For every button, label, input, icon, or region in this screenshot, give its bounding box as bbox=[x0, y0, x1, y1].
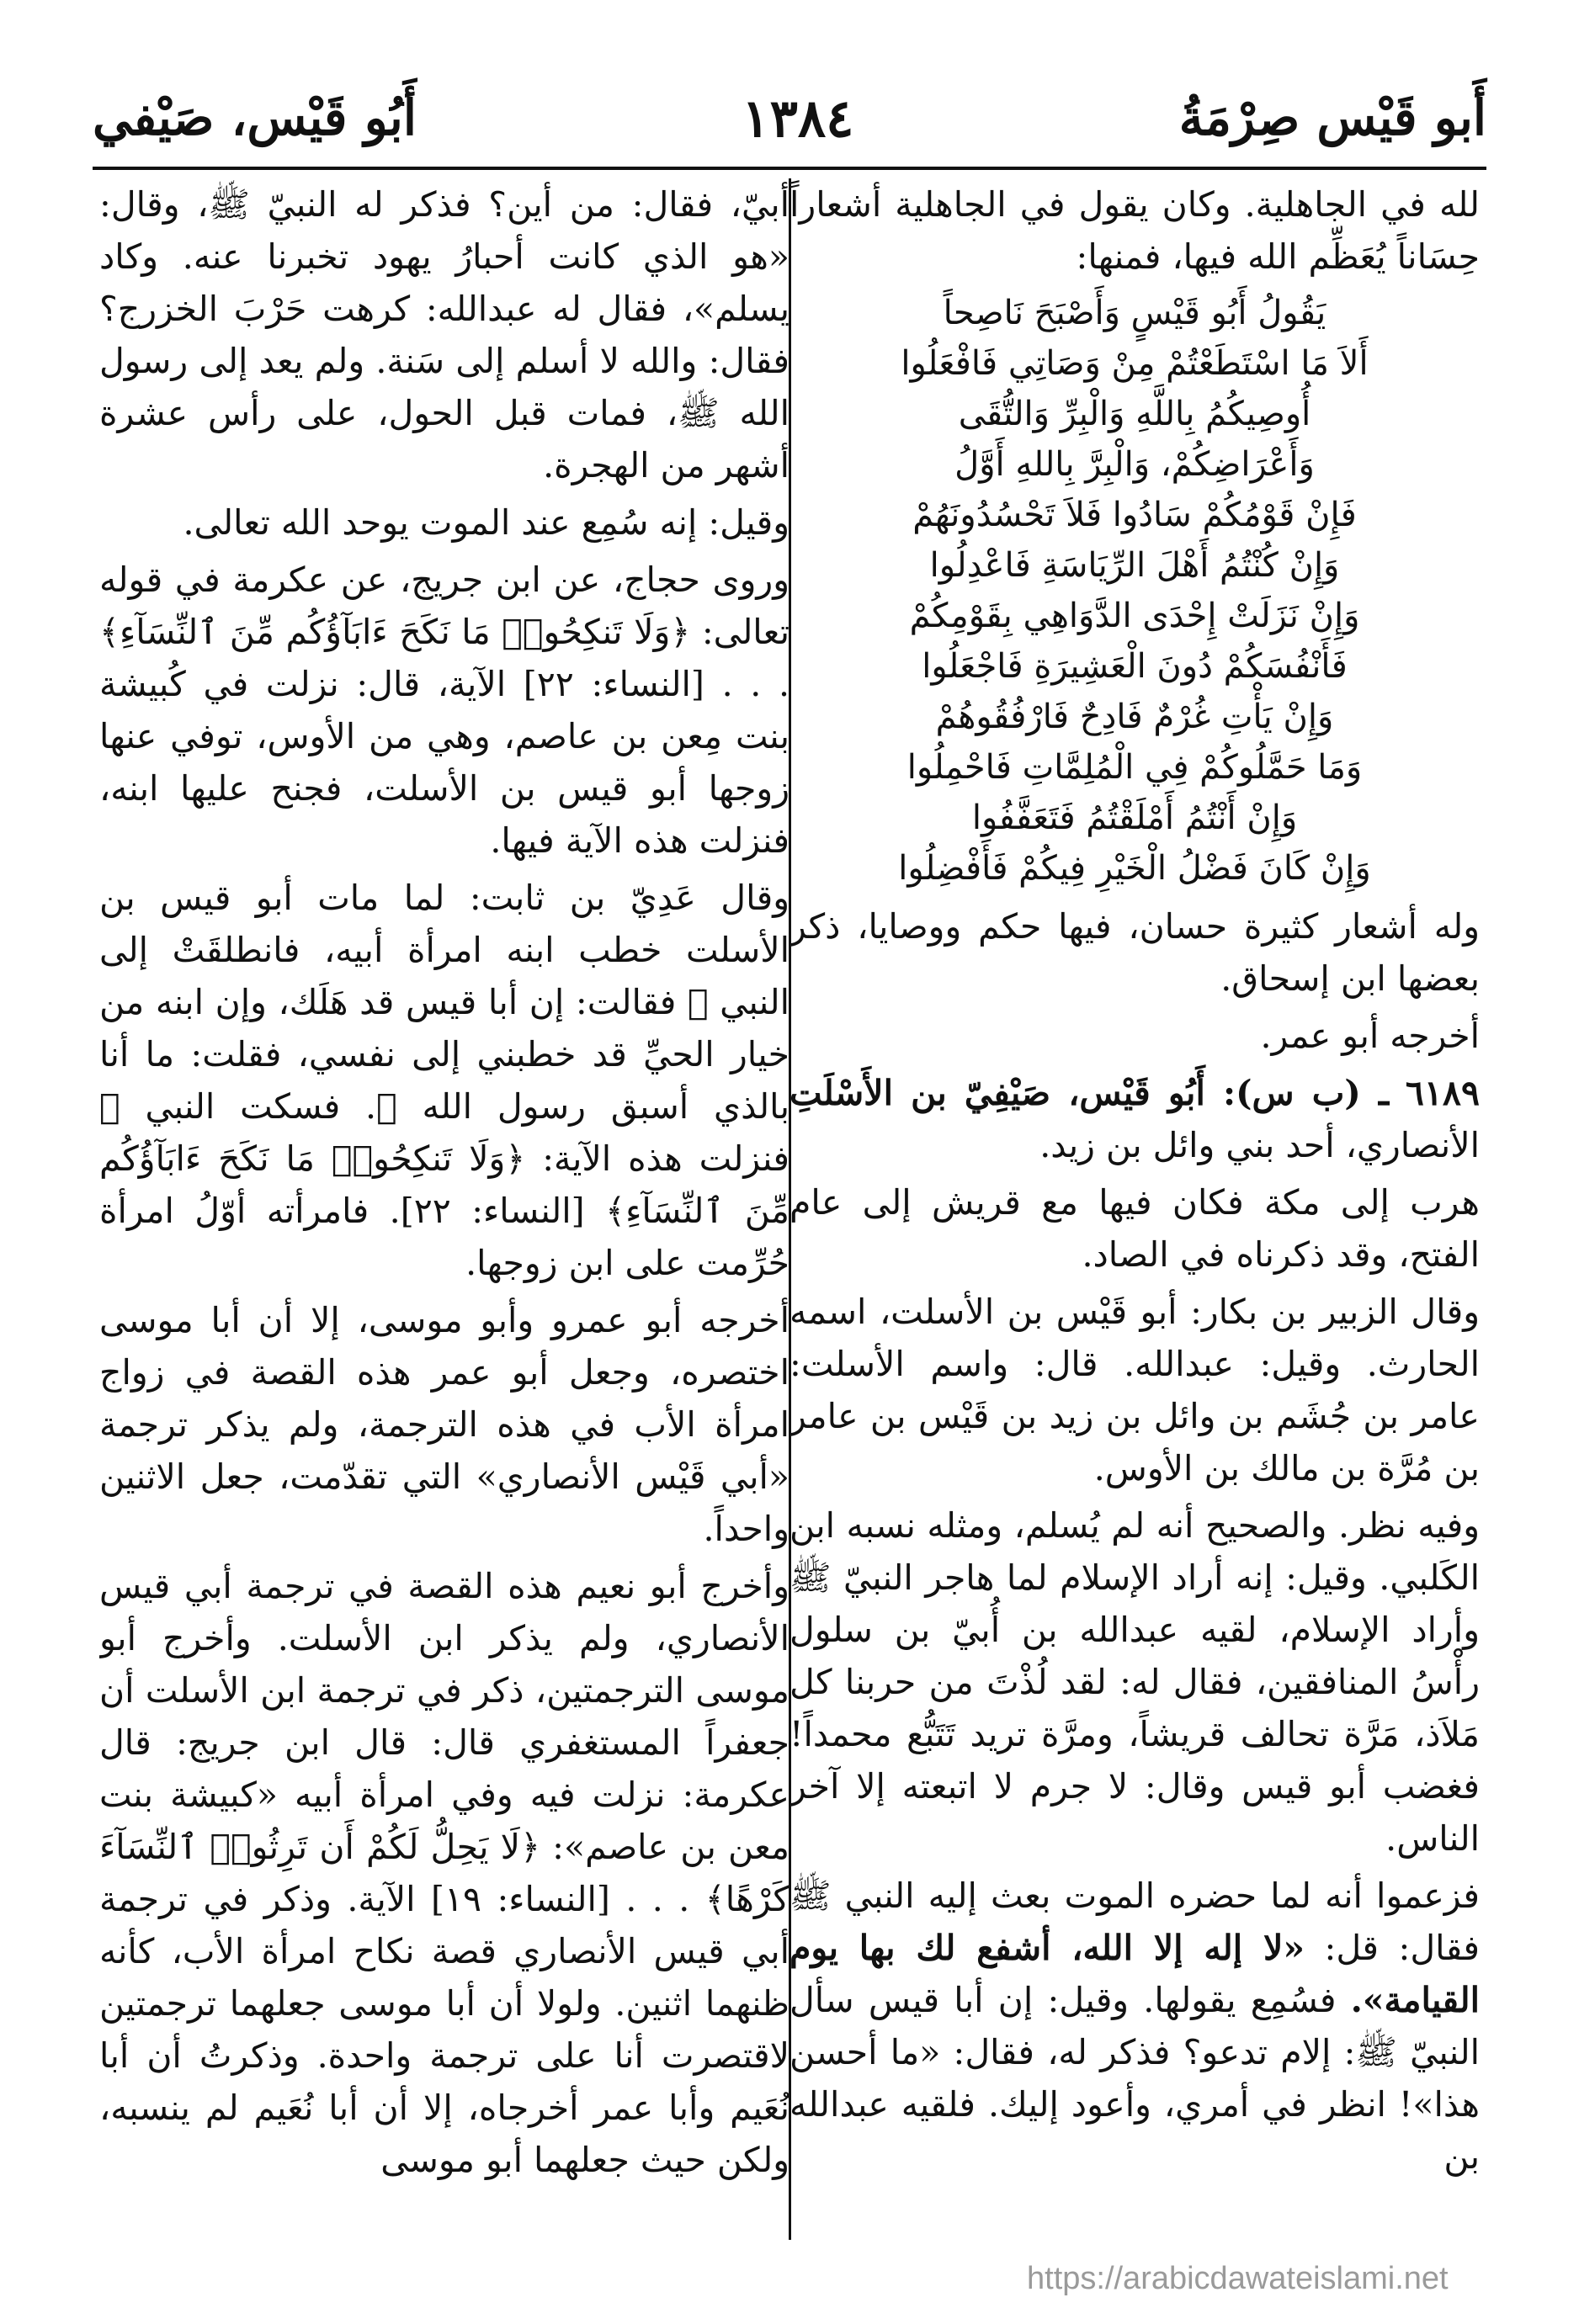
header-left-title: أَبُو قَيْس، صَيْفي bbox=[93, 89, 417, 146]
body-paragraph: أخرجه أبو عمرو وأبو موسى، إلا أن أبا موسى اختصره، وجعل أبو عمر هذه القصة في زواج امرأة الأب في هذه الترجمة، ولم يذكر ترجمة «أبي قَيْس الأنصاري» التي تقدّمت، جعل الاثنين واحداً. bbox=[99, 1300, 790, 1549]
poem-verse: فَإِنْ قَوْمُكُمْ سَادُوا فَلاَ تَحْسُدُونَهُمْ bbox=[912, 496, 1357, 534]
poem-verse: وَإِنْ كُنْتُمُ أَهْلَ الرِّيَاسَةِ فَاعْدِلُوا bbox=[929, 546, 1340, 585]
right-column bbox=[790, 178, 1480, 2240]
body-paragraph: وروى حجاج، عن ابن جريج، عن عكرمة في قوله تعالى: ﴿وَلَا تَنكِحُوا۟ مَا نَكَحَ ءَابَآؤُكُم مِّنَ ٱلنِّسَآءِ﴾ . . . [النساء: ٢٢] الآية، قال: نزلت في كُبيشة بنت مِعن بن عاصم، وهي من الأوس، توفي عنها زوجها أبو قيس بن الأسلت، فجنح عليها ابنه، فنزلت هذه الآية فيها. bbox=[99, 560, 790, 861]
body-paragraph: وأخرج أبو نعيم هذه القصة في ترجمة أبي قيس الأنصاري، ولم يذكر ابن الأسلت. وأخرج أبو موسى الترجمتين، ذكر في ترجمة ابن الأسلت أن جعفراً المستغفري قال: قال ابن جريج: قال عكرمة: نزلت فيه وفي امرأة أبيه «كبيشة بنت معن بن عاصم»: ﴿لَا يَحِلُّ لَكُمْ أَن تَرِثُوا۟ ٱلنِّسَآءَ كَرْهًا﴾ . . . [النساء: ١٩] الآية. وذكر في ترجمة أبي قيس الأنصاري قصة نكاح امرأة الأب، كأنه ظنهما اثنين. ولولا أن أبا موسى جعلهما ترجمتين لاقتصرت أنا على ترجمة واحدة. وذكرتُ أن أبا نُعَيم وأبا عمر أخرجاه، إلا أن أبا نُعَيم لم ينسبه، ولكن حيث جعلهما أبو موسى bbox=[99, 1566, 790, 2180]
left-column bbox=[99, 178, 790, 2240]
poem-verse: وَإِنْ أَنْتُمُ أَمْلَقْتُمُ فَتَعَفَّفُوا bbox=[971, 799, 1298, 837]
poem-verse: وَأَعْرَاضِكُمْ، وَالْبِرَّ بِاللهِ أَوَّلُ bbox=[954, 445, 1315, 484]
poem bbox=[790, 288, 1480, 894]
body-paragraph: وقيل: إنه سُمِع عند الموت يوحد الله تعالى. bbox=[183, 502, 790, 543]
body-paragraph: وقال الزبير بن بكار: أبو قَيْس بن الأسلت، اسمه الحارث. وقيل: عبدالله. قال: واسم الأسلت: عامر بن جُشَم بن وائل بن زيد بن قَيْس بن عامر بن مُرَّة بن مالك بن الأوس. bbox=[790, 1292, 1480, 1488]
body-paragraph: وفيه نظر. والصحيح أنه لم يُسلم، ومثله نسبه ابن الكَلبي. وقيل: إنه أراد الإسلام لما هاجر النبيّ ﷺ وأراد الإسلام، لقيه عبدالله بن أُبيّ بن سلول رأْسُ المنافقين، فقال له: لقد لُذْتَ من حربنا كل مَلاَذ، مَرَّة تحالف قريشاً، ومرَّة تريد تَتَبُّع محمداً! فغضب أبو قيس وقال: لا جرم لا اتبعته إلا آخر الناس. bbox=[790, 1505, 1480, 1859]
shahada-quote: «لا إله إلا الله، أشفع لك بها يوم القيامة». bbox=[790, 1928, 1480, 2020]
entry-heading bbox=[790, 1067, 1480, 1171]
paragraph-text: فسُمِع يقولها. وقيل: إن أبا قيس سأل النبيّ ﷺ: إلام تدعو؟ فذكر له، فقال: «ما أحسن هذا»! انظر في أمري، وأعود إليك. فلقيه عبدالله بن bbox=[790, 1980, 1480, 2177]
page-number: ١٣٨٤ bbox=[742, 87, 854, 149]
body-paragraph: أبيّ، فقال: من أين؟ فذكر له النبيّ ﷺ، وقال: «هو الذي كانت أحبارُ يهود تخبرنا عنه. وكاد يسلم»، فقال له عبدالله: كرهت حَرْبَ الخزرج؟ فقال: والله لا أسلم إلى سَنة. ولم يعد إلى رسول الله ﷺ، فمات قبل الحول، على رأس عشرة أشهر من الهجرة. bbox=[99, 184, 790, 485]
paragraph-text: فزعموا أنه لما حضره الموت بعث إليه النبي ﷺ فقال: قل: bbox=[790, 1876, 1480, 1968]
entry-number: ٦١٨٩ bbox=[1405, 1073, 1480, 1113]
body-paragraph: هرب إلى مكة فكان فيها مع قريش إلى عام الفتح، وقد ذكرناه في الصاد. bbox=[790, 1182, 1480, 1275]
intro-paragraph: لله في الجاهلية. وكان يقول في الجاهلية أشعاراً حِسَاناً يُعَظِّم الله فيها، فمنها: bbox=[790, 184, 1480, 277]
header-right-title: أَبو قَيْس صِرْمَةُ bbox=[1178, 89, 1486, 146]
entry-name: ـ (ب س): أَبُو قَيْس، صَيْفِيّ بن الأَسْلَتِ bbox=[790, 1073, 1389, 1113]
watermark-url: https://arabicdawateislami.net bbox=[1027, 2261, 1449, 2296]
takhrij-line: أخرجه أبو عمر. bbox=[1260, 1016, 1480, 1056]
poem-verse: فَأَنْفُسَكُمْ دُونَ الْعَشِيرَةِ فَاجْعَلُوا bbox=[922, 647, 1348, 686]
poem-verse: وَإِنْ يَأْتِ غُرْمٌ فَادِحٌ فَارْفُقُوهُمْ bbox=[935, 698, 1334, 736]
body-paragraph: وقال عَدِيّ بن ثابت: لما مات أبو قيس بن الأسلت خطب ابنه امرأة أبيه، فانطلقَتْ إلى النبي ﷺ فقالت: إن أبا قيس قد هَلَك، وإن ابنه من خيار الحيِّ قد خطبني إلى نفسي، فقلت: ما أنا بالذي أسبق رسول الله ﷺ. فسكت النبي ﷺ فنزلت هذه الآية: ﴿وَلَا تَنكِحُوا۟ مَا نَكَحَ ءَابَآؤُكُم مِّنَ ٱلنِّسَآءِ﴾ [النساء: ٢٢]. فامرأته أوّلُ امرأة حُرِّمت على ابن زوجها. bbox=[99, 878, 790, 1283]
body-paragraph bbox=[790, 1870, 1480, 2183]
poem-verse: يَقُولُ أَبُو قَيْسٍ وَأَصْبَحَ نَاصِحاً bbox=[943, 294, 1326, 332]
running-header bbox=[93, 77, 1486, 158]
after-verses-paragraph: وله أشعار كثيرة حسان، فيها حكم ووصايا، ذكر بعضها ابن إسحاق. bbox=[790, 906, 1480, 999]
header-rule bbox=[93, 167, 1486, 170]
poem-verse: أَلاَ مَا اسْتَطَعْتُمْ مِنْ وَصَاتِي فَافْعَلُوا bbox=[901, 344, 1369, 383]
poem-verse: أُوصِيكُمُ بِاللَّهِ وَالْبِرِّ وَالتُّقَى bbox=[958, 395, 1311, 433]
poem-verse: وَمَا حَمَّلُوكُمْ فِي الْمُلِمَّاتِ فَاحْمِلُوا bbox=[906, 748, 1363, 787]
poem-verse: وَإِنْ كَانَ فَضْلُ الْخَيْرِ فِيكُمْ فَأَفْضِلُوا bbox=[898, 849, 1371, 888]
poem-verse: وَإِنْ نَزَلَتْ إِحْدَى الدَّوَاهِي بِقَوْمِكُمْ bbox=[909, 597, 1360, 635]
entry-lineage: الأنصاري، أحد بني وائل بن زيد. bbox=[1039, 1125, 1480, 1165]
